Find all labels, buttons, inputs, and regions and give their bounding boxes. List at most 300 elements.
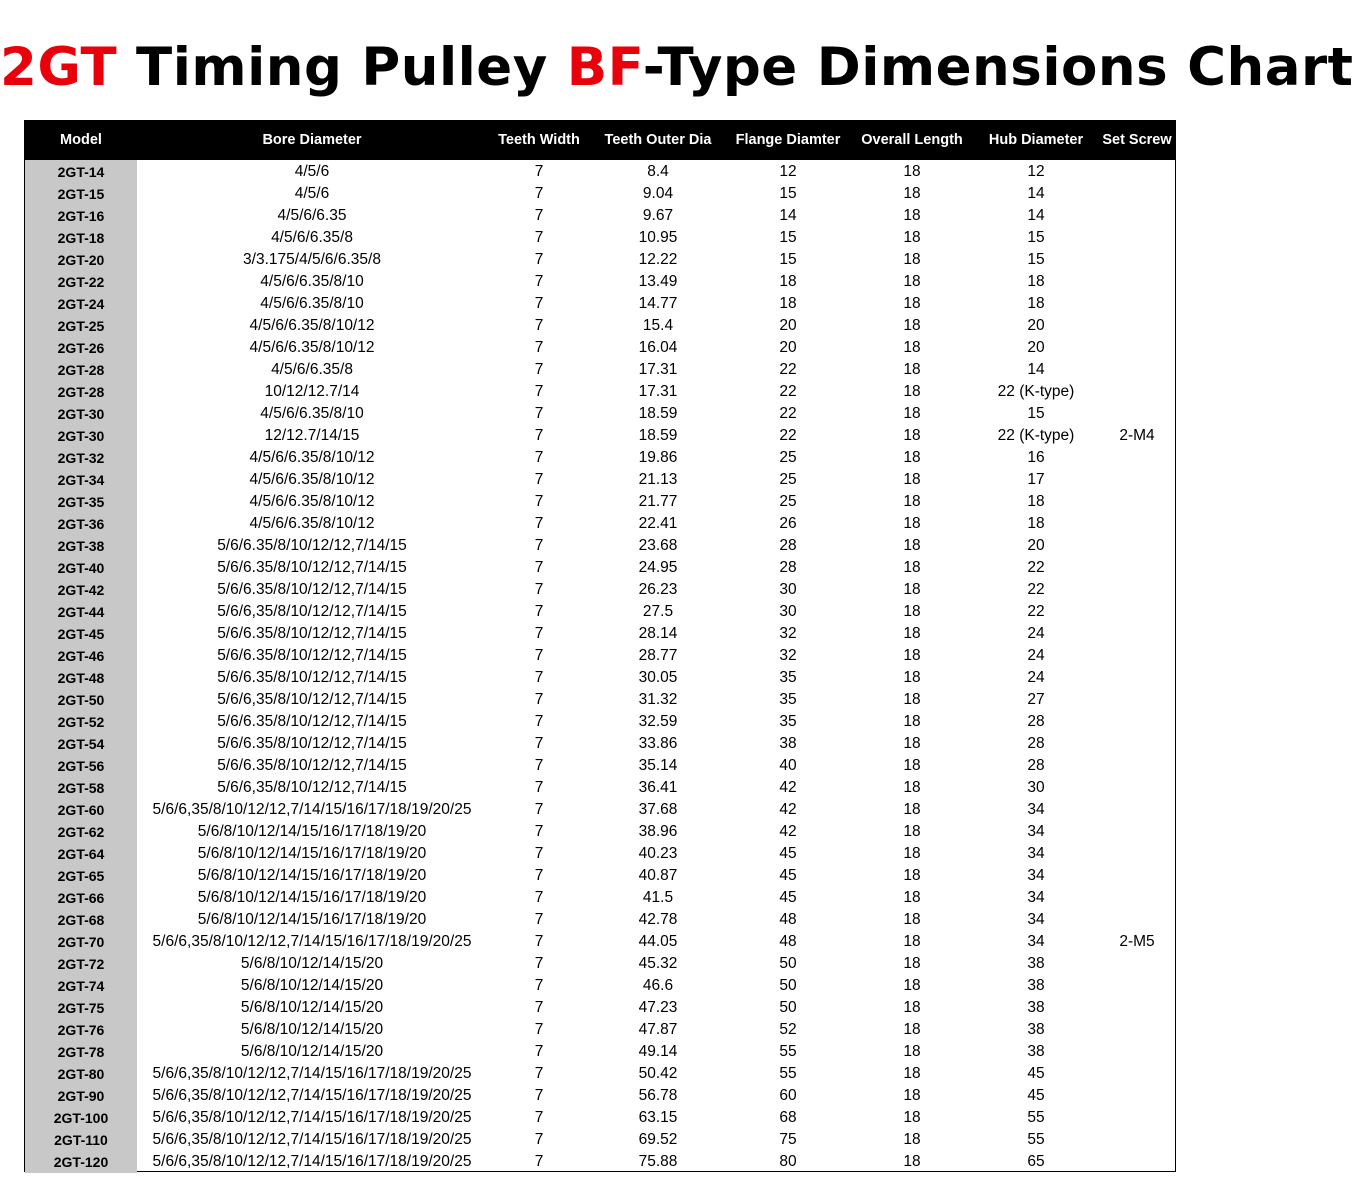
set-screw-cell <box>1099 689 1175 711</box>
set-screw-cell <box>1099 843 1175 865</box>
teeth-width-cell: 7 <box>534 449 544 466</box>
model-cell: 2GT-58 <box>25 777 137 799</box>
overall-length-cell: 18 <box>903 691 921 708</box>
bore-diameter-cell: 5/6/6.35/8/10/12/12,7/14/15 <box>217 713 407 730</box>
flange-diameter-cell: 60 <box>779 1087 797 1104</box>
bore-diameter-cell: 4/5/6/6.35 <box>277 207 347 224</box>
teeth-width-cell: 7 <box>534 559 544 576</box>
set-screw-cell <box>1099 469 1175 491</box>
teeth-width-cell: 7 <box>534 273 544 290</box>
overall-length-cell: 18 <box>903 757 921 774</box>
teeth-outer-dia-cell: 44.05 <box>638 933 678 950</box>
teeth-outer-dia-cell: 37.68 <box>638 801 678 818</box>
flange-diameter-cell: 26 <box>779 515 797 532</box>
overall-length-cell: 18 <box>903 933 921 950</box>
flange-diameter-cell: 20 <box>779 317 797 334</box>
table-row <box>25 645 1175 667</box>
table-row <box>25 1063 1175 1085</box>
bore-diameter-cell: 5/6/6,35/8/10/12/12,7/14/15/16/17/18/19/20/25 <box>152 1109 472 1126</box>
overall-length-cell: 18 <box>903 537 921 554</box>
hub-diameter-cell: 24 <box>1027 625 1045 642</box>
table-row <box>25 315 1175 337</box>
set-screw-cell <box>1099 359 1175 381</box>
overall-length-cell: 18 <box>903 999 921 1016</box>
model-cell: 2GT-44 <box>25 601 137 623</box>
hub-diameter-cell: 55 <box>1027 1109 1045 1126</box>
teeth-outer-dia-cell: 26.23 <box>638 581 678 598</box>
title-bf: BF <box>566 37 643 98</box>
overall-length-cell: 18 <box>903 1153 921 1170</box>
model-cell: 2GT-25 <box>25 315 137 337</box>
model-cell: 2GT-42 <box>25 579 137 601</box>
teeth-width-cell: 7 <box>534 999 544 1016</box>
teeth-width-cell: 7 <box>534 691 544 708</box>
teeth-width-cell: 7 <box>534 735 544 752</box>
teeth-outer-dia-cell: 27.5 <box>642 603 674 620</box>
bore-diameter-cell: 12/12.7/14/15 <box>264 427 360 444</box>
teeth-outer-dia-cell: 23.68 <box>638 537 678 554</box>
hub-diameter-cell: 45 <box>1027 1087 1045 1104</box>
teeth-outer-dia-cell: 10.95 <box>638 229 678 246</box>
teeth-width-cell: 7 <box>534 185 544 202</box>
bore-diameter-cell: 5/6/6,35/8/10/12/12,7/14/15/16/17/18/19/20/25 <box>152 1131 472 1148</box>
set-screw-cell <box>1099 887 1175 909</box>
overall-length-cell: 18 <box>903 515 921 532</box>
flange-diameter-cell: 38 <box>779 735 797 752</box>
hub-diameter-cell: 38 <box>1027 955 1045 972</box>
model-cell: 2GT-75 <box>25 997 137 1019</box>
table-row <box>25 755 1175 777</box>
hub-diameter-cell: 18 <box>1027 493 1045 510</box>
model-cell: 2GT-56 <box>25 755 137 777</box>
teeth-width-cell: 7 <box>534 603 544 620</box>
flange-diameter-cell: 40 <box>779 757 797 774</box>
model-cell: 2GT-80 <box>25 1063 137 1085</box>
title-type-dimensions-chart: -Type Dimensions Chart <box>642 37 1354 98</box>
set-screw-cell <box>1099 733 1175 755</box>
model-cell: 2GT-90 <box>25 1085 137 1107</box>
overall-length-cell: 18 <box>903 1109 921 1126</box>
flange-diameter-cell: 50 <box>779 977 797 994</box>
teeth-width-cell: 7 <box>534 493 544 510</box>
hub-diameter-cell: 34 <box>1027 867 1045 884</box>
flange-diameter-cell: 20 <box>779 339 797 356</box>
set-screw-cell <box>1099 1063 1175 1085</box>
teeth-outer-dia-cell: 47.87 <box>638 1021 678 1038</box>
hub-diameter-cell: 38 <box>1027 977 1045 994</box>
flange-diameter-cell: 32 <box>779 625 797 642</box>
bore-diameter-cell: 5/6/6,35/8/10/12/12,7/14/15/16/17/18/19/20/25 <box>152 1153 472 1170</box>
model-cell: 2GT-52 <box>25 711 137 733</box>
flange-diameter-cell: 22 <box>779 427 797 444</box>
model-cell: 2GT-65 <box>25 865 137 887</box>
flange-diameter-cell: 25 <box>779 449 797 466</box>
table-row <box>25 359 1175 381</box>
set-screw-cell <box>1099 491 1175 513</box>
set-screw-cell <box>1099 293 1175 315</box>
overall-length-cell: 18 <box>903 317 921 334</box>
header-hub-diameter: Hub Diameter <box>988 132 1084 148</box>
bore-diameter-cell: 5/6/6,35/8/10/12/12,7/14/15/16/17/18/19/20/25 <box>152 801 472 818</box>
hub-diameter-cell: 38 <box>1027 1021 1045 1038</box>
overall-length-cell: 18 <box>903 867 921 884</box>
bore-diameter-cell: 5/6/8/10/12/14/15/20 <box>240 999 384 1016</box>
teeth-width-cell: 7 <box>534 251 544 268</box>
hub-diameter-cell: 28 <box>1027 713 1045 730</box>
table-row <box>25 997 1175 1019</box>
teeth-width-cell: 7 <box>534 1153 544 1170</box>
overall-length-cell: 18 <box>903 339 921 356</box>
bore-diameter-cell: 5/6/6,35/8/10/12/12,7/14/15/16/17/18/19/20/25 <box>152 1065 472 1082</box>
set-screw-cell <box>1099 1041 1175 1063</box>
model-cell: 2GT-76 <box>25 1019 137 1041</box>
set-screw-cell <box>1099 645 1175 667</box>
hub-diameter-cell: 17 <box>1027 471 1045 488</box>
bore-diameter-cell: 5/6/6,35/8/10/12/12,7/14/15/16/17/18/19/20/25 <box>152 933 472 950</box>
teeth-width-cell: 7 <box>534 669 544 686</box>
table-row <box>25 183 1175 205</box>
teeth-width-cell: 7 <box>534 581 544 598</box>
overall-length-cell: 18 <box>903 581 921 598</box>
teeth-width-cell: 7 <box>534 383 544 400</box>
bore-diameter-cell: 3/3.175/4/5/6/6.35/8 <box>243 251 381 268</box>
flange-diameter-cell: 18 <box>779 273 797 290</box>
set-screw-cell <box>1099 315 1175 337</box>
teeth-width-cell: 7 <box>534 405 544 422</box>
hub-diameter-cell: 34 <box>1027 801 1045 818</box>
flange-diameter-cell: 42 <box>779 801 797 818</box>
table-row <box>25 887 1175 909</box>
table-row <box>25 271 1175 293</box>
hub-diameter-cell: 14 <box>1027 185 1045 202</box>
teeth-width-cell: 7 <box>534 1109 544 1126</box>
overall-length-cell: 18 <box>903 185 921 202</box>
teeth-outer-dia-cell: 32.59 <box>638 713 678 730</box>
bore-diameter-cell: 5/6/6,35/8/10/12/12,7/14/15 <box>217 779 407 796</box>
teeth-outer-dia-cell: 36.41 <box>638 779 678 796</box>
teeth-outer-dia-cell: 13.49 <box>638 273 678 290</box>
bore-diameter-cell: 4/5/6/6.35/8 <box>271 361 353 378</box>
set-screw-cell <box>1099 205 1175 227</box>
hub-diameter-cell: 16 <box>1027 449 1045 466</box>
hub-diameter-cell: 38 <box>1027 1043 1045 1060</box>
overall-length-cell: 18 <box>903 911 921 928</box>
overall-length-cell: 18 <box>903 603 921 620</box>
teeth-width-cell: 7 <box>534 163 544 180</box>
teeth-width-cell: 7 <box>534 779 544 796</box>
table-row <box>25 403 1175 425</box>
teeth-outer-dia-cell: 40.23 <box>638 845 678 862</box>
table-row <box>25 491 1175 513</box>
hub-diameter-cell: 14 <box>1027 361 1045 378</box>
bore-diameter-cell: 5/6/8/10/12/14/15/16/17/18/19/20 <box>197 889 427 906</box>
table-row <box>25 777 1175 799</box>
hub-diameter-cell: 22 <box>1027 559 1045 576</box>
set-screw-cell <box>1099 997 1175 1019</box>
teeth-width-cell: 7 <box>534 933 544 950</box>
bore-diameter-cell: 5/6/6.35/8/10/12/12,7/14/15 <box>217 757 407 774</box>
hub-diameter-cell: 28 <box>1027 757 1045 774</box>
table-row <box>25 1107 1175 1129</box>
table-row <box>25 733 1175 755</box>
model-cell: 2GT-15 <box>25 183 137 205</box>
teeth-width-cell: 7 <box>534 1065 544 1082</box>
overall-length-cell: 18 <box>903 251 921 268</box>
teeth-outer-dia-cell: 46.6 <box>642 977 674 994</box>
flange-diameter-cell: 45 <box>779 889 797 906</box>
teeth-outer-dia-cell: 21.77 <box>638 493 678 510</box>
bore-diameter-cell: 4/5/6/6.35/8/10 <box>260 273 364 290</box>
header-teeth-outer-dia: Teeth Outer Dia <box>604 132 712 148</box>
model-cell: 2GT-40 <box>25 557 137 579</box>
set-screw-cell <box>1099 953 1175 975</box>
bore-diameter-cell: 4/5/6/6.35/8/10/12 <box>249 515 375 532</box>
teeth-width-cell: 7 <box>534 471 544 488</box>
overall-length-cell: 18 <box>903 295 921 312</box>
teeth-width-cell: 7 <box>534 1087 544 1104</box>
model-cell: 2GT-46 <box>25 645 137 667</box>
set-screw-cell <box>1099 623 1175 645</box>
overall-length-cell: 18 <box>903 405 921 422</box>
bore-diameter-cell: 10/12/12.7/14 <box>264 383 360 400</box>
teeth-outer-dia-cell: 9.04 <box>642 185 674 202</box>
hub-diameter-cell: 12 <box>1027 163 1045 180</box>
bore-diameter-cell: 5/6/6.35/8/10/12/12,7/14/15 <box>217 735 407 752</box>
set-screw-cell <box>1099 777 1175 799</box>
flange-diameter-cell: 15 <box>779 185 797 202</box>
model-cell: 2GT-100 <box>25 1107 137 1129</box>
bore-diameter-cell: 4/5/6/6.35/8/10 <box>260 295 364 312</box>
model-cell: 2GT-64 <box>25 843 137 865</box>
table-row <box>25 623 1175 645</box>
overall-length-cell: 18 <box>903 559 921 576</box>
bore-diameter-cell: 5/6/6.35/8/10/12/12,7/14/15 <box>217 625 407 642</box>
flange-diameter-cell: 42 <box>779 823 797 840</box>
flange-diameter-cell: 48 <box>779 933 797 950</box>
flange-diameter-cell: 32 <box>779 647 797 664</box>
model-cell: 2GT-30 <box>25 425 137 447</box>
table-row <box>25 953 1175 975</box>
teeth-width-cell: 7 <box>534 823 544 840</box>
table-row <box>25 1041 1175 1063</box>
overall-length-cell: 18 <box>903 1043 921 1060</box>
teeth-width-cell: 7 <box>534 295 544 312</box>
set-screw-cell <box>1099 1107 1175 1129</box>
table-row <box>25 1019 1175 1041</box>
flange-diameter-cell: 48 <box>779 911 797 928</box>
overall-length-cell: 18 <box>903 779 921 796</box>
set-screw-cell <box>1099 249 1175 271</box>
bore-diameter-cell: 4/5/6/6.35/8/10/12 <box>249 339 375 356</box>
header-flange-diameter: Flange Diamter <box>735 132 841 148</box>
flange-diameter-cell: 80 <box>779 1153 797 1170</box>
bore-diameter-cell: 4/5/6/6.35/8/10/12 <box>249 449 375 466</box>
set-screw-cell <box>1099 513 1175 535</box>
set-screw-cell <box>1099 183 1175 205</box>
teeth-outer-dia-cell: 75.88 <box>638 1153 678 1170</box>
hub-diameter-cell: 38 <box>1027 999 1045 1016</box>
bore-diameter-cell: 4/5/6 <box>294 185 330 202</box>
flange-diameter-cell: 68 <box>779 1109 797 1126</box>
table-row <box>25 1085 1175 1107</box>
teeth-outer-dia-cell: 18.59 <box>638 405 678 422</box>
table-row <box>25 865 1175 887</box>
set-screw-cell: 2-M5 <box>1119 933 1155 950</box>
flange-diameter-cell: 25 <box>779 493 797 510</box>
teeth-outer-dia-cell: 50.42 <box>638 1065 678 1082</box>
teeth-outer-dia-cell: 63.15 <box>638 1109 678 1126</box>
teeth-width-cell: 7 <box>534 757 544 774</box>
table-row <box>25 447 1175 469</box>
flange-diameter-cell: 35 <box>779 669 797 686</box>
teeth-outer-dia-cell: 16.04 <box>638 339 678 356</box>
overall-length-cell: 18 <box>903 977 921 994</box>
teeth-width-cell: 7 <box>534 1131 544 1148</box>
bore-diameter-cell: 5/6/8/10/12/14/15/20 <box>240 1043 384 1060</box>
bore-diameter-cell: 5/6/8/10/12/14/15/20 <box>240 1021 384 1038</box>
set-screw-cell <box>1099 160 1175 183</box>
table-row <box>25 469 1175 491</box>
set-screw-cell <box>1099 337 1175 359</box>
hub-diameter-cell: 18 <box>1027 515 1045 532</box>
hub-diameter-cell: 24 <box>1027 647 1045 664</box>
hub-diameter-cell: 18 <box>1027 273 1045 290</box>
table-row <box>25 711 1175 733</box>
set-screw-cell <box>1099 821 1175 843</box>
overall-length-cell: 18 <box>903 273 921 290</box>
teeth-outer-dia-cell: 28.14 <box>638 625 678 642</box>
flange-diameter-cell: 55 <box>779 1043 797 1060</box>
table-row <box>25 931 1175 953</box>
hub-diameter-cell: 15 <box>1027 405 1045 422</box>
table-row <box>25 1151 1175 1173</box>
bore-diameter-cell: 4/5/6/6.35/8/10/12 <box>249 493 375 510</box>
overall-length-cell: 18 <box>903 383 921 400</box>
flange-diameter-cell: 15 <box>779 229 797 246</box>
bore-diameter-cell: 5/6/6,35/8/10/12/12,7/14/15/16/17/18/19/20/25 <box>152 1087 472 1104</box>
table-row <box>25 667 1175 689</box>
teeth-outer-dia-cell: 15.4 <box>642 317 674 334</box>
teeth-outer-dia-cell: 38.96 <box>638 823 678 840</box>
model-cell: 2GT-24 <box>25 293 137 315</box>
header-set-screw: Set Screw <box>1102 132 1172 148</box>
overall-length-cell: 18 <box>903 889 921 906</box>
teeth-outer-dia-cell: 18.59 <box>638 427 678 444</box>
teeth-width-cell: 7 <box>534 955 544 972</box>
set-screw-cell <box>1099 975 1175 997</box>
teeth-outer-dia-cell: 41.5 <box>642 889 674 906</box>
teeth-outer-dia-cell: 47.23 <box>638 999 678 1016</box>
hub-diameter-cell: 22 <box>1027 603 1045 620</box>
title-timing-pulley: Timing Pulley <box>117 37 567 98</box>
model-cell: 2GT-20 <box>25 249 137 271</box>
bore-diameter-cell: 5/6/6.35/8/10/12/12,7/14/15 <box>217 581 407 598</box>
table-row <box>25 799 1175 821</box>
teeth-outer-dia-cell: 9.67 <box>642 207 674 224</box>
hub-diameter-cell: 30 <box>1027 779 1045 796</box>
overall-length-cell: 18 <box>903 713 921 730</box>
set-screw-cell <box>1099 403 1175 425</box>
set-screw-cell <box>1099 579 1175 601</box>
table-header-row <box>25 120 1175 160</box>
model-cell: 2GT-70 <box>25 931 137 953</box>
teeth-width-cell: 7 <box>534 977 544 994</box>
table-row <box>25 249 1175 271</box>
table-row <box>25 381 1175 403</box>
table-row <box>25 535 1175 557</box>
hub-diameter-cell: 20 <box>1027 537 1045 554</box>
flange-diameter-cell: 30 <box>779 581 797 598</box>
model-cell: 2GT-34 <box>25 469 137 491</box>
model-cell: 2GT-120 <box>25 1151 137 1173</box>
overall-length-cell: 18 <box>903 471 921 488</box>
overall-length-cell: 18 <box>903 207 921 224</box>
overall-length-cell: 18 <box>903 1087 921 1104</box>
flange-diameter-cell: 45 <box>779 845 797 862</box>
overall-length-cell: 18 <box>903 427 921 444</box>
hub-diameter-cell: 55 <box>1027 1131 1045 1148</box>
model-cell: 2GT-50 <box>25 689 137 711</box>
bore-diameter-cell: 4/5/6/6.35/8/10/12 <box>249 317 375 334</box>
hub-diameter-cell: 45 <box>1027 1065 1045 1082</box>
bore-diameter-cell: 5/6/8/10/12/14/15/16/17/18/19/20 <box>197 823 427 840</box>
flange-diameter-cell: 22 <box>779 361 797 378</box>
set-screw-cell <box>1099 1085 1175 1107</box>
flange-diameter-cell: 52 <box>779 1021 797 1038</box>
flange-diameter-cell: 14 <box>779 207 797 224</box>
hub-diameter-cell: 22 (K-type) <box>997 383 1075 400</box>
hub-diameter-cell: 15 <box>1027 229 1045 246</box>
table-row <box>25 513 1175 535</box>
flange-diameter-cell: 35 <box>779 691 797 708</box>
model-cell: 2GT-74 <box>25 975 137 997</box>
teeth-outer-dia-cell: 8.4 <box>647 163 669 180</box>
model-cell: 2GT-28 <box>25 359 137 381</box>
header-teeth-width: Teeth Width <box>498 132 580 148</box>
teeth-outer-dia-cell: 12.22 <box>638 251 678 268</box>
set-screw-cell <box>1099 381 1175 403</box>
hub-diameter-cell: 15 <box>1027 251 1045 268</box>
table-row <box>25 337 1175 359</box>
model-cell: 2GT-110 <box>25 1129 137 1151</box>
model-cell: 2GT-60 <box>25 799 137 821</box>
teeth-width-cell: 7 <box>534 537 544 554</box>
table-row <box>25 205 1175 227</box>
model-cell: 2GT-54 <box>25 733 137 755</box>
overall-length-cell: 18 <box>903 449 921 466</box>
set-screw-cell <box>1099 1151 1175 1173</box>
teeth-outer-dia-cell: 35.14 <box>638 757 678 774</box>
teeth-outer-dia-cell: 24.95 <box>638 559 678 576</box>
hub-diameter-cell: 34 <box>1027 823 1045 840</box>
model-cell: 2GT-22 <box>25 271 137 293</box>
bore-diameter-cell: 4/5/6/6.35/8 <box>271 229 353 246</box>
set-screw-cell <box>1099 227 1175 249</box>
title-2gt: 2GT <box>0 37 118 98</box>
flange-diameter-cell: 75 <box>779 1131 797 1148</box>
teeth-width-cell: 7 <box>534 647 544 664</box>
set-screw-cell <box>1099 447 1175 469</box>
teeth-outer-dia-cell: 17.31 <box>638 383 678 400</box>
flange-diameter-cell: 45 <box>779 867 797 884</box>
teeth-outer-dia-cell: 31.32 <box>638 691 678 708</box>
bore-diameter-cell: 5/6/6,35/8/10/12/12,7/14/15 <box>217 691 407 708</box>
teeth-outer-dia-cell: 69.52 <box>638 1131 678 1148</box>
set-screw-cell <box>1099 799 1175 821</box>
table-row <box>25 425 1175 447</box>
bore-diameter-cell: 5/6/6.35/8/10/12/12,7/14/15 <box>217 559 407 576</box>
flange-diameter-cell: 50 <box>779 999 797 1016</box>
